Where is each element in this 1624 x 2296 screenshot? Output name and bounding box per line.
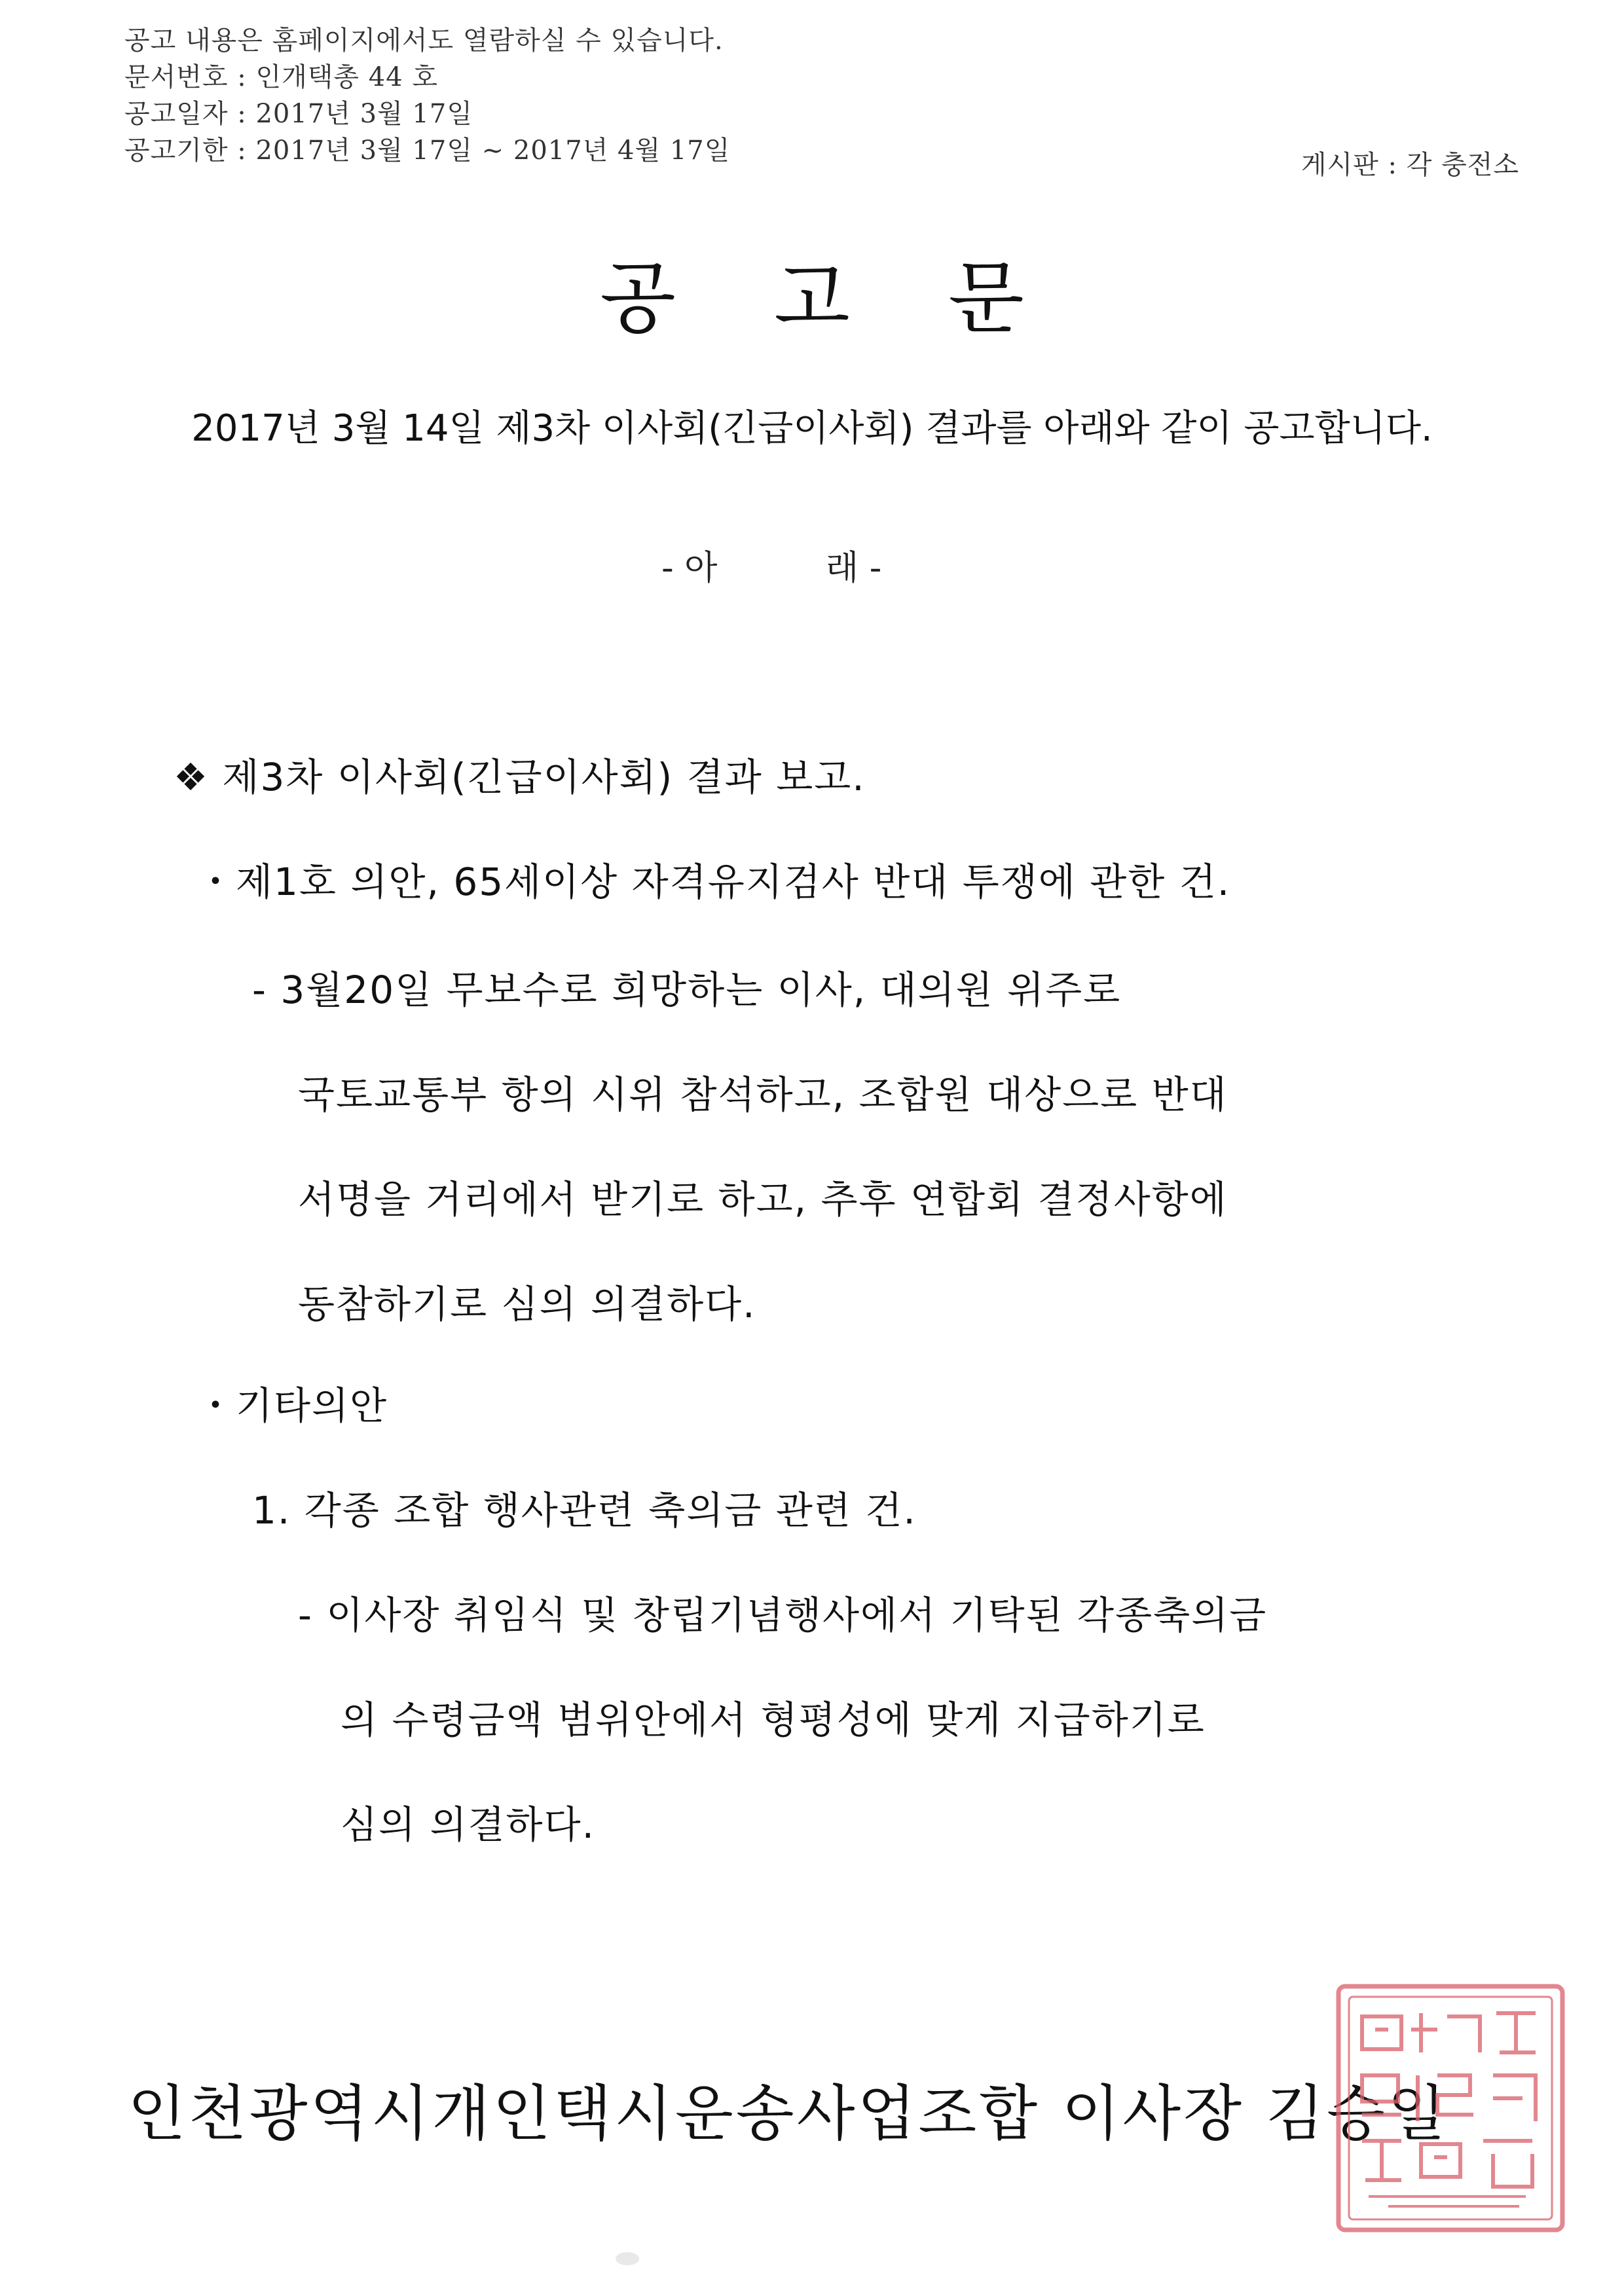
agenda-item-2-line: 심의 의결하다.: [341, 1802, 596, 1847]
agenda-item-2-subheading: 1. 각종 조합 행사관련 축의금 관련 건.: [252, 1488, 917, 1533]
intro-sentence: 2017년 3월 14일 제3차 이사회(긴급이사회) 결과를 아래와 같이 공고합니다.: [191, 407, 1433, 450]
notice-date: 공고일자 : 2017년 3월 17일: [124, 99, 473, 129]
header-meta: [124, 22, 730, 169]
signature-line: 인천광역시개인택시운송사업조합 이사장 김승일: [128, 2079, 1449, 2149]
section-heading: ❖ 제3차 이사회(긴급이사회) 결과 보고.: [174, 755, 866, 799]
agenda-item-1-line: 서명을 거리에서 받기로 하고, 추후 연합회 결정사항에: [298, 1177, 1228, 1222]
agenda-item-2-line: - 이사장 취임식 및 창립기념행사에서 기탁된 각종축의금: [298, 1593, 1268, 1637]
agenda-item-1-line: 동참하기로 심의 의결하다.: [298, 1282, 756, 1326]
bulletin-board: 게시판 : 각 충전소: [1301, 150, 1519, 180]
page-title: 공고문: [600, 253, 1122, 344]
scan-smudge: [616, 2252, 639, 2265]
document-number: 문서번호 : 인개택총 44 호: [124, 62, 438, 92]
below-marker: - 아 래 -: [661, 549, 882, 588]
agenda-item-1-line: - 3월20일 무보수로 희망하는 이사, 대의원 위주로: [252, 968, 1122, 1012]
agenda-item-2-line: 의 수령금액 범위안에서 형평성에 맞게 지급하기로: [341, 1698, 1206, 1742]
agenda-item-2-heading: ・기타의안: [196, 1383, 388, 1428]
official-seal-stamp: [1329, 1977, 1572, 2239]
agenda-item-1-line: 국토교통부 항의 시위 참석하고, 조합원 대상으로 반대: [298, 1072, 1228, 1117]
notice-period: 공고기한 : 2017년 3월 17일 ~ 2017년 4월 17일: [124, 136, 731, 166]
agenda-item-1-heading: ・제1호 의안, 65세이상 자격유지검사 반대 투쟁에 관한 건.: [196, 860, 1231, 904]
homepage-notice-line: 공고 내용은 홈페이지에서도 열람하실 수 있습니다.: [124, 26, 724, 56]
